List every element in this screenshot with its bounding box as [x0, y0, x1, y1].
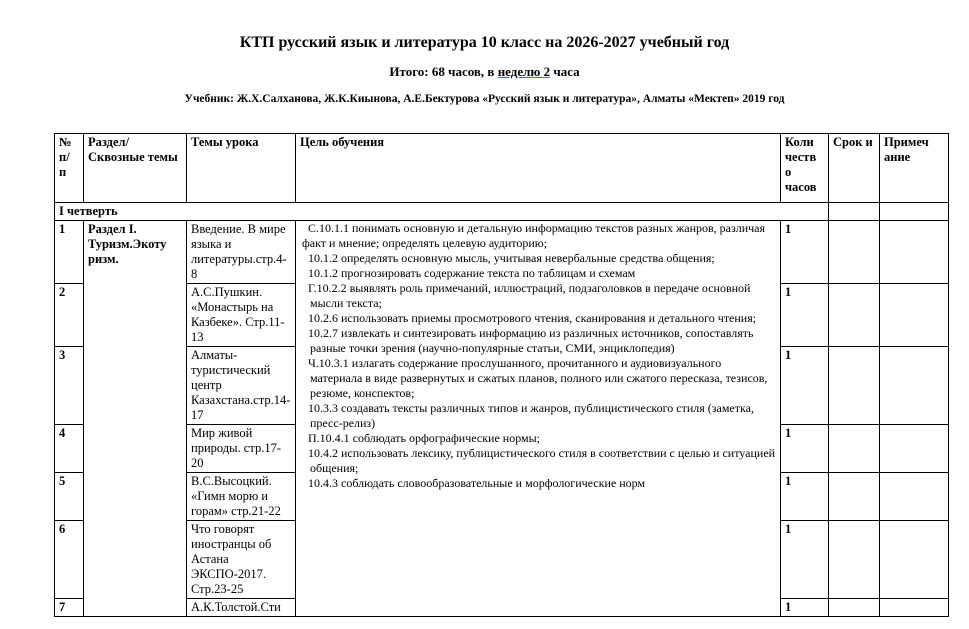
col-term-header: Срок и [829, 134, 880, 203]
row-note [880, 347, 949, 425]
goal-item: 10.4.2 использовать лексику, публицистического стиля в соответствии с целью и ситуацией общения; [308, 446, 776, 475]
goal-item: 10.1.2 прогнозировать содержание текста по таблицам и схемам [308, 266, 636, 280]
row-topic: Что говорят иностранцы об Астана ЭКСПО-2017. Стр.23-25 [187, 521, 296, 599]
row-num: 3 [55, 347, 84, 425]
row-num: 7 [55, 599, 84, 617]
table-header-row [55, 134, 949, 203]
goal-item: 10.4.3 соблюдать словообразовательные и морфологические норм [308, 476, 646, 490]
goal-item: 10.2.6 использовать приемы просмотрового чтения, сканирования и детального чтения; [308, 311, 757, 325]
goal-item: С.10.1.1 понимать основную и детальную информацию текстов разных жанров, различая факт и мнение; определять целевую аудиторию; [302, 221, 766, 250]
row-term [829, 599, 880, 617]
goal-item: П.10.4.1 соблюдать орфографические нормы; [308, 431, 540, 445]
goal-item: 10.1.2 определять основную мысль, учитывая невербальные средства общения; [308, 251, 715, 265]
quarter-row [55, 203, 949, 221]
plan-table [54, 133, 949, 617]
row-note [880, 599, 949, 617]
col-hours-header: Коли честв о часов [781, 134, 829, 203]
row-hours: 1 [781, 521, 829, 599]
row-topic: А.К.Толстой.Сти [187, 599, 296, 617]
hours-summary [0, 64, 969, 80]
row-hours: 1 [781, 284, 829, 347]
quarter-note-cell [880, 203, 949, 221]
row-note [880, 284, 949, 347]
row-note [880, 221, 949, 284]
col-goal-header: Цель обучения [296, 134, 781, 203]
goal-item: 10.3.3 создавать тексты различных типов и жанров, публицистического стиля (заметка, пресс-релиз) [308, 401, 754, 430]
hours-summary-prefix: Итого: 68 часов, в [389, 64, 498, 79]
row-hours: 1 [781, 473, 829, 521]
col-num-header: № п/ п [55, 134, 84, 203]
quarter-term-cell [829, 203, 880, 221]
row-term [829, 221, 880, 284]
goal-item: Ч.10.3.1 излагать содержание прослушанного, прочитанного и аудиовизуального материала в виде развернутых и сжатых планов, полного или сжатого пересказа, тезисов, резюме, конспектов; [308, 356, 768, 400]
row-term [829, 347, 880, 425]
col-topic-header: Темы урока [187, 134, 296, 203]
row-term [829, 521, 880, 599]
table-row [55, 221, 949, 284]
textbook-line: Учебник: Ж.Х.Салханова, Ж.К.Киынова, А.Е.Бектурова «Русский язык и литература», Алматы «Мектеп» 2019 год [184, 93, 785, 105]
row-note [880, 425, 949, 473]
row-topic: В.С.Высоцкий. «Гимн морю и горам» стр.21-22 [187, 473, 296, 521]
row-num: 4 [55, 425, 84, 473]
row-topic: А.С.Пушкин. «Монастырь на Казбеке». Стр.11-13 [187, 284, 296, 347]
hours-summary-suffix: часа [550, 64, 580, 79]
row-term [829, 284, 880, 347]
hours-per-week-link[interactable]: неделю 2 [497, 64, 551, 79]
section-name: Раздел I. Туризм.Экоту ризм. [84, 221, 187, 617]
row-term [829, 473, 880, 521]
row-hours: 1 [781, 425, 829, 473]
row-hours: 1 [781, 347, 829, 425]
learning-goals [296, 221, 781, 617]
quarter-label: I четверть [55, 203, 829, 221]
row-num: 2 [55, 284, 84, 347]
row-num: 5 [55, 473, 84, 521]
document-title: КТП русский язык и литература 10 класс на 2026-2027 учебный год [239, 34, 730, 51]
row-num: 1 [55, 221, 84, 284]
goal-item: Г.10.2.2 выявлять роль примечаний, иллюстраций, подзаголовков в передаче основной мысли текста; [308, 281, 751, 310]
row-note [880, 473, 949, 521]
col-section-header: Раздел/ Сквозные темы [84, 134, 187, 203]
col-note-header: Примеч ание [880, 134, 949, 203]
row-topic: Алматы- туристический центр Казахстана.стр.14-17 [187, 347, 296, 425]
row-hours: 1 [781, 599, 829, 617]
row-num: 6 [55, 521, 84, 599]
row-term [829, 425, 880, 473]
goal-item: 10.2.7 извлекать и синтезировать информацию из различных источников, сопоставлять разные точки зрения (научно-популярные статьи, СМИ, энциклопедия) [308, 326, 754, 355]
row-note [880, 521, 949, 599]
row-topic: Мир живой природы. стр.17-20 [187, 425, 296, 473]
row-topic: Введение. В мире языка и литературы.стр.4-8 [187, 221, 296, 284]
row-hours: 1 [781, 221, 829, 284]
